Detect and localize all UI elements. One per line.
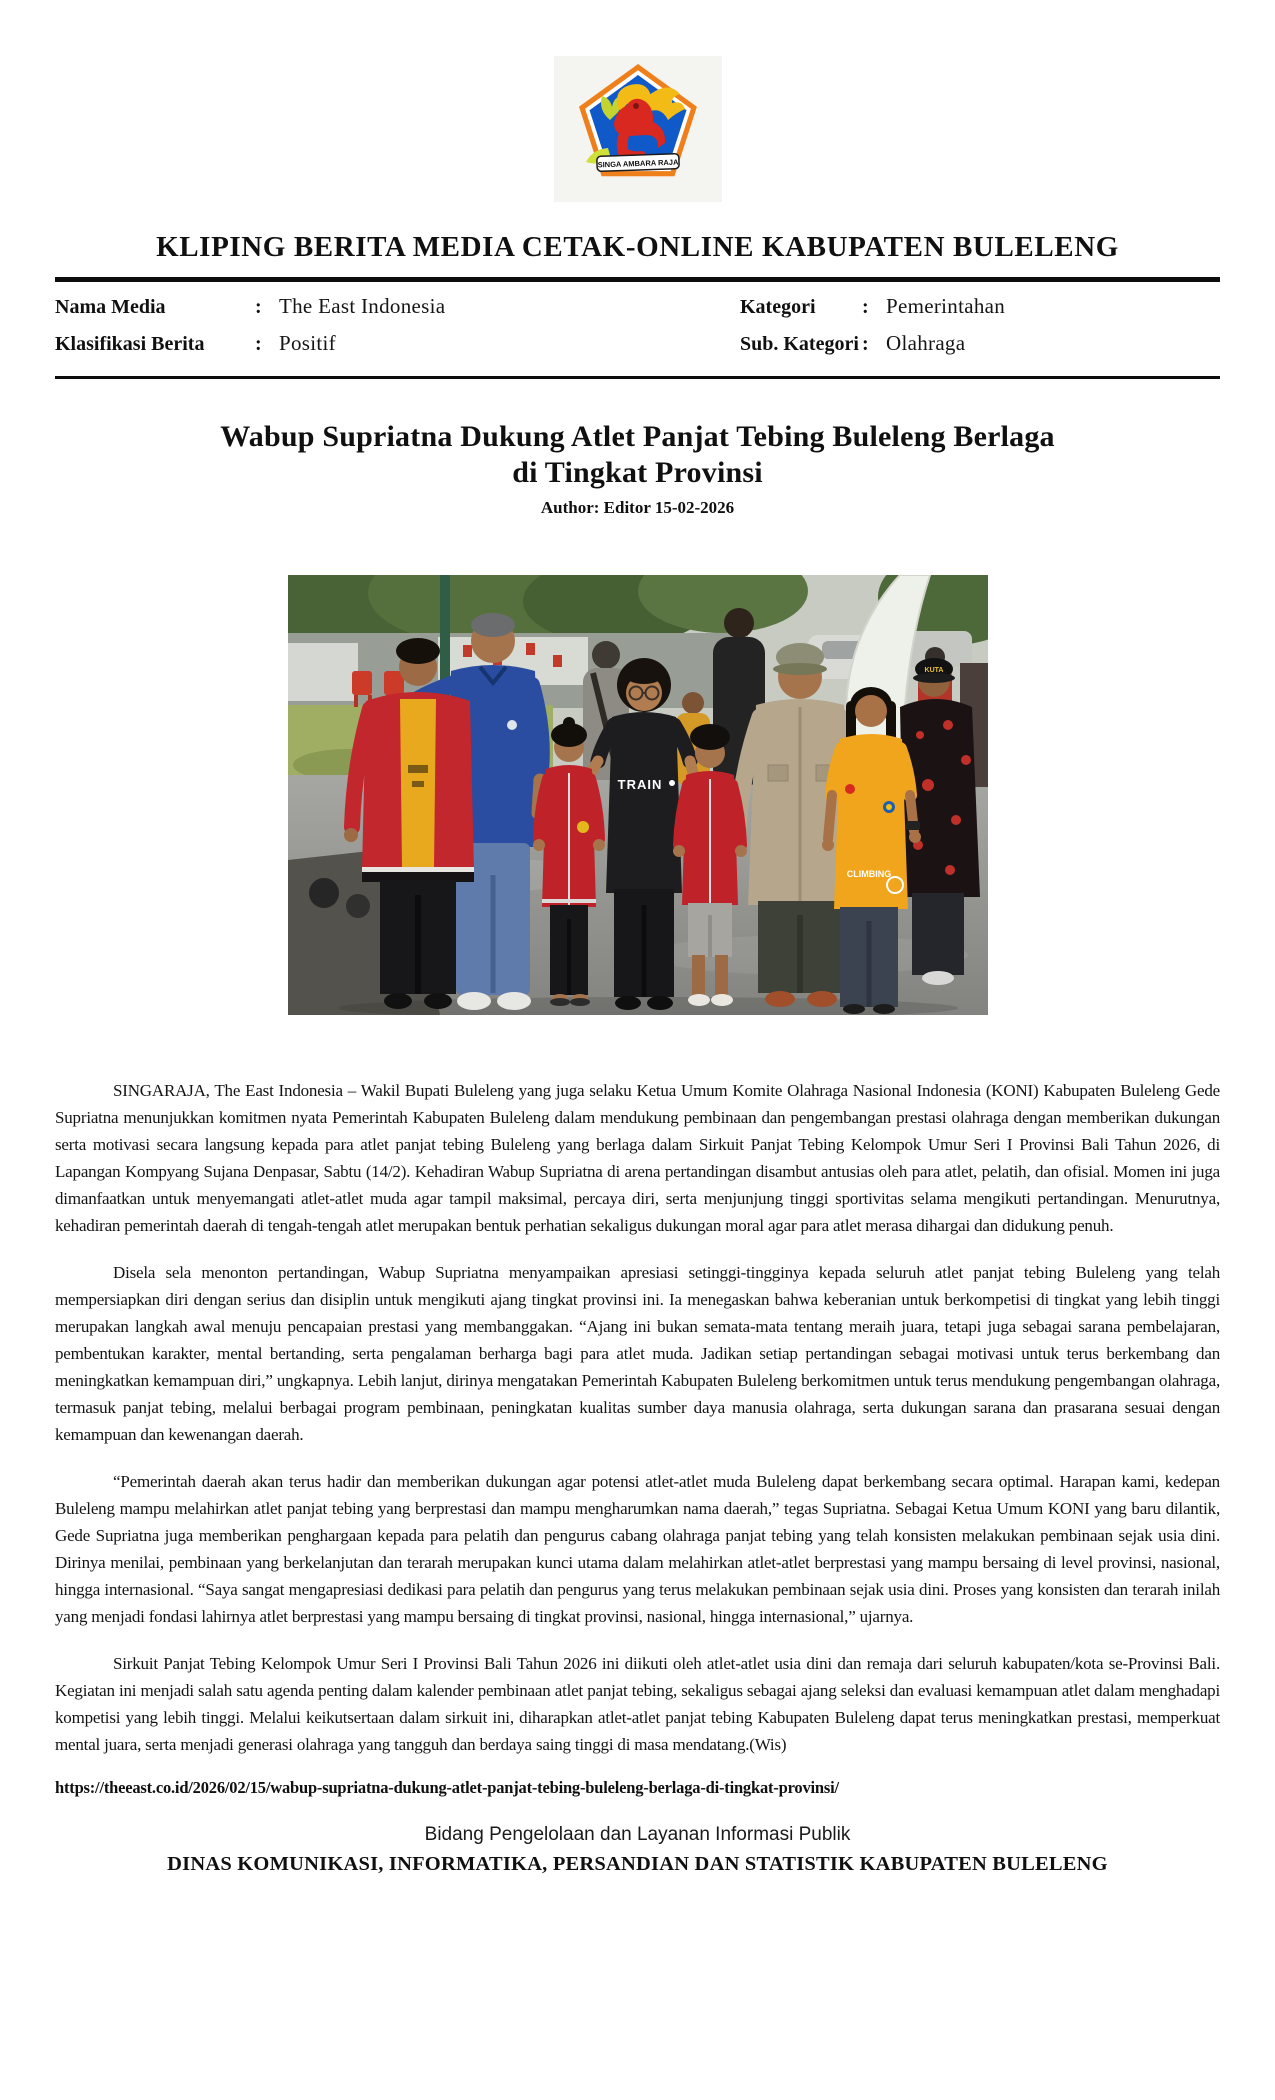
meta-nama-media xyxy=(55,294,740,319)
nama-media-value: The East Indonesia xyxy=(279,294,446,318)
article-title-line2: di Tingkat Provinsi xyxy=(512,456,763,489)
colon: : xyxy=(862,333,869,355)
page-title: KLIPING BERITA MEDIA CETAK-ONLINE KABUPATEN BULELENG xyxy=(156,231,1119,263)
colon: : xyxy=(255,333,262,355)
sub-kategori-label: Sub. Kategori xyxy=(740,333,859,355)
footer-division-line: Bidang Pengelolaan dan Layanan Informasi Publik xyxy=(424,1824,851,1845)
author-line: Author: Editor 15-02-2026 xyxy=(540,498,735,517)
klasifikasi-label: Klasifikasi Berita xyxy=(55,333,205,355)
article-body xyxy=(55,1077,1220,1758)
colon: : xyxy=(255,296,262,318)
article-title xyxy=(0,419,1275,491)
meta-klasifikasi xyxy=(55,331,740,356)
paragraph-4: Sirkuit Panjat Tebing Kelompok Umur Seri I Provinsi Bali Tahun 2026 ini diikuti oleh atlet-atlet usia dini dan remaja dari seluruh kabupaten/kota se-Provinsi Bali. Kegiatan ini menjadi salah satu agenda penting dalam kalender pembinaan atlet panjat tebing, sekaligus sebagai ajang seleksi dan evaluasi kemampuan atlet dalam menghadapi kompetisi yang lebih tinggi. Melalui keikutsertaan dalam sirkuit ini, diharapkan atlet-atlet panjat tebing Kabupaten Buleleng dapat terus meningkatkan prestasi, memperkuat mental juara, serta menjadi generasi olahraga yang tangguh dan berdaya saing tinggi di masa mendatang.(Wis) xyxy=(55,1654,1220,1754)
meta-row-1 xyxy=(55,288,1220,325)
article-photo xyxy=(288,575,988,1015)
meta-sub-kategori xyxy=(740,331,965,356)
meta-kategori xyxy=(740,294,1005,319)
footer xyxy=(0,1824,1275,1876)
paragraph-1: SINGARAJA, The East Indonesia – Wakil Bupati Buleleng yang juga selaku Ketua Umum Komite Olahraga Nasional Indonesia (KONI) Kabupaten Buleleng Gede Supriatna menunjukkan komitmen nyata Pemerintah Kabupaten Buleleng dalam mendukung pembinaan dan pengembangan prestasi olahraga dengan memberikan dukungan serta motivasi secara langsung kepada para atlet panjat tebing Buleleng yang berlaga dalam Sirkuit Panjat Tebing Kelompok Umur Seri I Provinsi Bali Tahun 2026, di Lapangan Kompyang Sujana Denpasar, Sabtu (14/2). Kehadiran Wabup Supriatna di arena pertandingan disambut antusias oleh para atlet, pelatih, dan ofisial. Momen ini juga dimanfaatkan untuk menyemangati atlet-atlet muda agar tampil maksimal, percaya diri, serta menjunjung tinggi sportivitas selama mengikuti pertandingan. Menurutnya, kehadiran pemerintah daerah di tengah-tengah atlet merupakan bentuk perhatian sekaligus dukungan moral agar para atlet merasa dihargai dan didukung penuh. xyxy=(55,1081,1220,1235)
article-title-line1: Wabup Supriatna Dukung Atlet Panjat Tebing Buleleng Berlaga xyxy=(220,420,1055,453)
kategori-label: Kategori xyxy=(740,296,816,318)
meta-table xyxy=(55,288,1220,362)
climbing-shirt-text: CLIMBING xyxy=(846,869,891,879)
paragraph-3: “Pemerintah daerah akan terus hadir dan memberikan dukungan agar potensi atlet-atlet muda Buleleng dapat berkembang secara optimal. Harapan kami, kedepan Buleleng mampu melahirkan atlet panjat tebing yang berprestasi dan mampu mengharumkan nama daerah,” tegas Supriatna. Sebagai Ketua Umum KONI yang baru dilantik, Gede Supriatna juga memberikan penghargaan kepada para pelatih dan pengurus cabang olahraga panjat tebing yang telah konsisten melakukan pembinaan sejak usia dini. Dirinya menilai, pembinaan yang berkelanjutan dan terarah merupakan kunci utama dalam melahirkan atlet-atlet berprestasi yang mampu bersaing di level provinsi, nasional, hingga internasional. “Saya sangat mengapresiasi dedikasi para pelatih dan pengurus yang terus melakukan pembinaan sejak usia dini. Proses yang konsisten dan terarah inilah yang menjadi fondasi lahirnya atlet berprestasi yang mampu bersaing di tingkat provinsi, nasional, hingga internasional,” ujarnya. xyxy=(55,1472,1220,1626)
kategori-value: Pemerintahan xyxy=(886,294,1006,318)
train-shirt-text: TRAIN xyxy=(617,777,662,792)
colon: : xyxy=(862,296,869,318)
logo-banner-text: SINGA AMBARA RAJA xyxy=(596,157,679,170)
meta-row-2 xyxy=(55,325,1220,362)
buleleng-regency-logo-icon xyxy=(554,56,722,202)
nama-media-label: Nama Media xyxy=(55,296,166,318)
sub-kategori-value: Olahraga xyxy=(886,331,966,355)
paragraph-2: Disela sela menonton pertandingan, Wabup Supriatna menyampaikan apresiasi setinggi-tingginya kepada seluruh atlet panjat tebing Buleleng yang telah mempersiapkan diri dengan serius dan disiplin untuk mengikuti ajang tingkat provinsi ini. Ia menegaskan bahwa keberanian untuk berkompetisi di tingkat yang lebih tinggi merupakan langkah awal menuju pencapaian prestasi yang membanggakan. “Ajang ini bukan semata-mata tentang meraih juara, tetapi juga sebagai sarana pembelajaran, pembentukan karakter, mental bertanding, serta pengalaman berharga bagi para atlet muda. Jadikan setiap pertandingan sebagai motivasi untuk terus berkembang dan meningkatkan kemampuan diri,” ungkapnya. Lebih lanjut, dirinya mengatakan Pemerintah Kabupaten Buleleng berkomitmen untuk terus mendukung pengembangan olahraga, termasuk panjat tebing, melalui berbagai program pembinaan, peningkatan kualitas sumber daya manusia olahraga, serta dukungan sarana dan prasarana sesuai dengan kemampuan dan kewenangan daerah. xyxy=(55,1263,1220,1444)
footer-agency-line: DINAS KOMUNIKASI, INFORMATIKA, PERSANDIAN DAN STATISTIK KABUPATEN BULELENG xyxy=(167,1853,1108,1875)
klasifikasi-value: Positif xyxy=(279,331,336,355)
kuta-cap-text: KUTA xyxy=(924,667,943,674)
source-url-link[interactable]: https://theeast.co.id/2026/02/15/wabup-supriatna-dukung-atlet-panjat-tebing-buleleng-berlaga-di-tingkat-provinsi/ xyxy=(55,1778,839,1797)
header-divider-top xyxy=(55,277,1220,282)
header-divider-bottom xyxy=(55,376,1220,379)
logo-wrap xyxy=(0,0,1275,207)
